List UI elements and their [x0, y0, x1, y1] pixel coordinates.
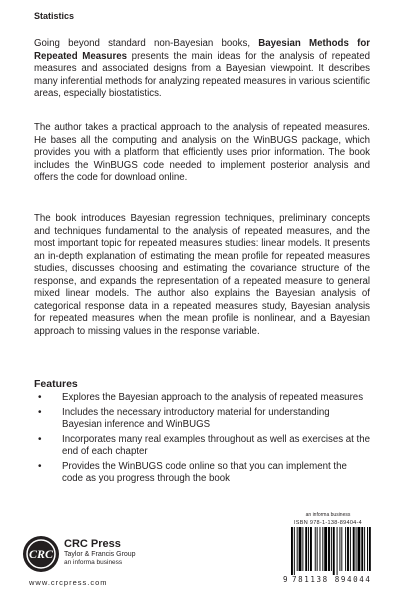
- feature-item: • Includes the necessary introductory material for understanding Bayesian inference and WinBUGS: [34, 407, 370, 432]
- p1-rest: presents the main ideas for the analysis of repeated measures and associated designs from a Bayesian viewpoint. It describes many inferential methods for analyzing repeated measures in various scientific areas, especially biostatistics.: [34, 50, 371, 99]
- crc-press-logo-icon: [22, 535, 60, 573]
- publisher-website[interactable]: www.crcpress.com: [29, 578, 108, 587]
- category-label: Statistics: [34, 11, 75, 21]
- feature-item: • Provides the WinBUGS code online so that you can implement the code as you progress through the book: [34, 461, 370, 486]
- description-paragraph-1: [34, 38, 370, 101]
- logo-text: CRC: [28, 547, 54, 561]
- feature-item: • Incorporates many real examples throughout as well as exercises at the end of each chapter: [34, 434, 370, 459]
- features-heading: Features: [34, 378, 78, 390]
- barcode-icon: [283, 527, 373, 575]
- isbn-label: ISBN 978-1-138-89404-4: [293, 520, 363, 526]
- book-title: Bayesian Methods for Repeated Measures: [34, 38, 371, 62]
- description-paragraph-2: The author takes a practical approach to the analysis of repeated measures. He bases all the computing and analysis on the WinBUGS package, which provides you with a platform that efficiently uses prior information. The book includes the WinBUGS code needed to implement posterior analysis and offers the code for download online.: [34, 122, 370, 183]
- description-paragraph-3: The book introduces Bayesian regression techniques, preliminary concepts and techniques fundamental to the analysis of repeated measures, and the most important topic for repeated measures studies: linear models. It presents an in-depth explanation of estimating the mean profile for repeated measures studies, discusses choosing and estimating the covariance structure of the response, and expands the representation of a repeated measure to general mixed linear models. The author also explains the Bayesian analysis of categorical response data in a repeated measures study, Bayesian analysis for repeated measures when the mean profile is nonlinear, and a Bayesian approach to missing values in the response variable.: [34, 213, 370, 337]
- features-list: [34, 392, 370, 488]
- ean-digits: 781138 894044: [292, 575, 372, 584]
- publisher-group: Taylor & Francis Group: [64, 551, 136, 558]
- publisher-subtitle: an informa business: [64, 559, 123, 566]
- publisher-name: CRC Press: [64, 538, 121, 550]
- feature-item: • Explores the Bayesian approach to the analysis of repeated measures: [34, 392, 370, 405]
- ean-first-digit: 9: [283, 575, 288, 584]
- p1-intro: Going beyond standard non-Bayesian books,: [34, 38, 259, 49]
- barcode-top-label: an informa business: [305, 512, 351, 518]
- barcode-block: [283, 512, 373, 590]
- publisher-block: [64, 538, 136, 567]
